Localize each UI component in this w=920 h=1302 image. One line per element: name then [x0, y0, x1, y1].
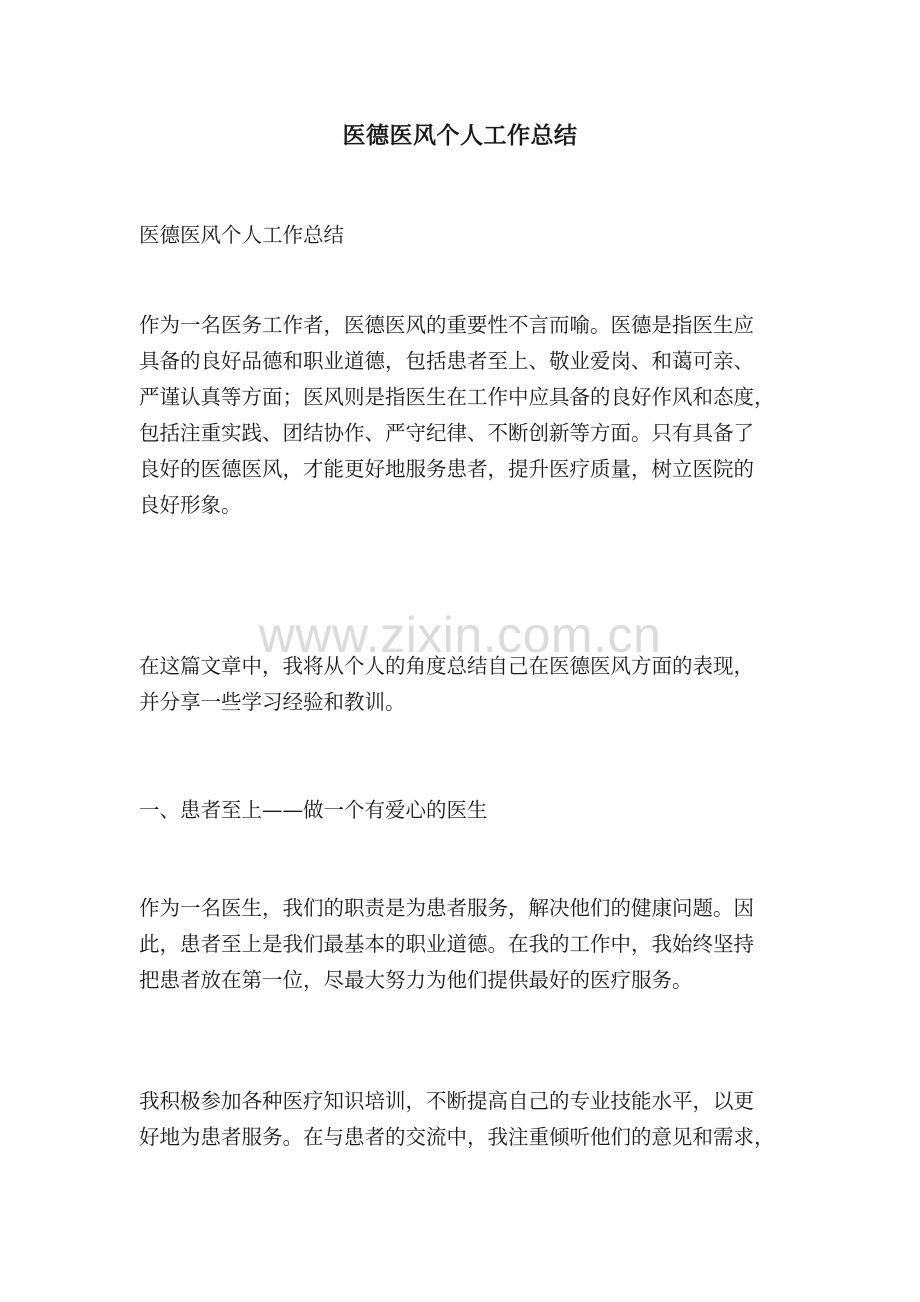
text-line: 在这篇文章中，我将从个人的角度总结自己在医德医风方面的表现，	[139, 654, 754, 678]
document-subtitle	[139, 217, 784, 253]
subtitle-line: 医德医风个人工作总结	[139, 223, 344, 247]
text-line: 并分享一些学习经验和教训。	[139, 690, 406, 714]
text-line: 好地为患者服务。在与患者的交流中，我注重倾听他们的意见和需求，	[139, 1125, 775, 1149]
text-line: 此，患者至上是我们最基本的职业道德。在我的工作中，我始终坚持	[139, 932, 754, 956]
text-line: 把患者放在第一位，尽最大努力为他们提供最好的医疗服务。	[139, 968, 693, 992]
document-title: 医德医风个人工作总结	[342, 122, 578, 149]
watermark: www.zixin.com.cn	[258, 607, 662, 663]
text-line: 具备的良好品德和职业道德，包括患者至上、敬业爱岗、和蔼可亲、	[139, 349, 754, 373]
section-heading	[139, 792, 784, 828]
text-line: 严谨认真等方面；医风则是指医生在工作中应具备的良好作风和态度，	[139, 385, 775, 409]
text-line: 作为一名医务工作者，医德医风的重要性不言而喻。医德是指医生应	[139, 313, 754, 337]
text-line: 包括注重实践、团结协作、严守纪律、不断创新等方面。只有具备了	[139, 421, 754, 445]
text-line: 作为一名医生，我们的职责是为患者服务，解决他们的健康问题。因	[139, 896, 754, 920]
paragraph-purpose	[139, 648, 784, 720]
text-line: 良好的医德医风，才能更好地服务患者，提升医疗质量，树立医院的	[139, 457, 754, 481]
paragraph-training	[139, 1083, 784, 1155]
text-line: 良好形象。	[139, 493, 242, 517]
paragraph-patient-first	[139, 890, 784, 998]
paragraph-intro	[139, 307, 784, 523]
heading-line: 一、患者至上——做一个有爱心的医生	[139, 798, 488, 822]
text-line: 我积极参加各种医疗知识培训，不断提高自己的专业技能水平，以更	[139, 1089, 754, 1113]
